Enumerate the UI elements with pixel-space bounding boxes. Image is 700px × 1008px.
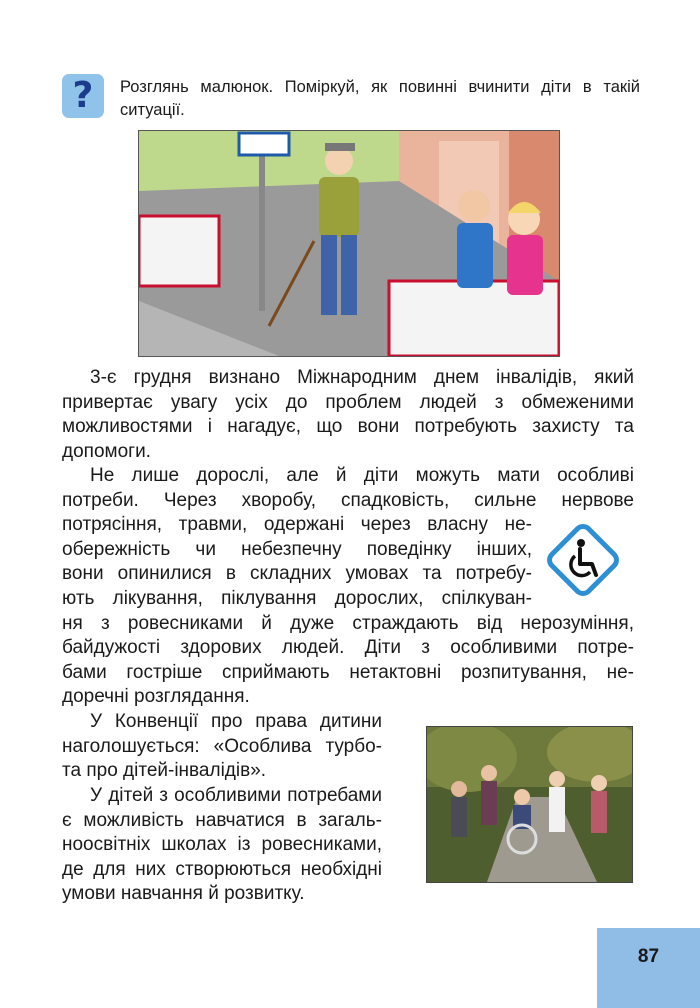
question-icon: ? xyxy=(62,74,104,118)
paragraph-2-line: Не лише дорослі, але й діти можуть мати особливі xyxy=(90,465,634,486)
paragraph-2-line: байдужості здорових людей. Діти з особливими потре- xyxy=(62,637,634,659)
photo-children-walk xyxy=(426,726,633,883)
paragraph-2-line: бами гостріше сприймають нетактовні розпитування, не- xyxy=(62,661,634,683)
page-number: 87 xyxy=(637,946,660,967)
paragraph-4 xyxy=(62,784,382,907)
paragraph-3-line: та про дітей-інвалідів». xyxy=(62,760,267,782)
paragraph-2-line: ють лікування, піклування дорослих, спілкуван- xyxy=(62,587,532,609)
paragraph-4-line: умови навчання й розвитку. xyxy=(62,883,305,905)
task-prompt: Розглянь малюнок. Поміркуй, як повинні вчинити діти в такій ситуації. xyxy=(120,78,640,119)
paragraph-4-line: ноосвітніх школах із ровесниками, xyxy=(62,834,382,856)
illustration-crossing xyxy=(138,130,560,357)
paragraph-4-line: де для них створюються необхідні xyxy=(62,858,382,880)
paragraph-3-line: У Конвенції про права дитини xyxy=(90,711,382,732)
wheelchair-icon xyxy=(543,520,623,600)
paragraph-1: 3-є грудня визнано Міжнародним днем інвалідів, який привертає увагу усіх до проблем людей з обмеженими можливостями і нагадує, що вони потребують захисту та допомоги. xyxy=(62,367,634,462)
paragraph-2-line: потреби. Через хворобу, спадковість, сильне нервове xyxy=(62,489,634,511)
paragraph-2-line: ня з ровесниками й дуже страждають від нерозуміння, xyxy=(62,612,634,634)
paragraph-2-line: потрясіння, травми, одержані через власну не- xyxy=(62,514,532,536)
paragraph-2-line: доречні розглядання. xyxy=(62,686,250,708)
paragraph-3 xyxy=(62,710,382,784)
page-number-tab xyxy=(597,928,700,1008)
paragraph-2-line: обережність чи небезпечну поведінку інших, xyxy=(62,538,532,560)
paragraph-3-line: наголошується: «Особлива турбо- xyxy=(62,735,382,757)
paragraph-4-line: У дітей з особливими потребами xyxy=(90,785,382,806)
paragraph-4-line: є можливість навчатися в загаль- xyxy=(62,809,382,831)
paragraph-2-line: вони опинилися в складних умовах та потребу- xyxy=(62,563,532,585)
